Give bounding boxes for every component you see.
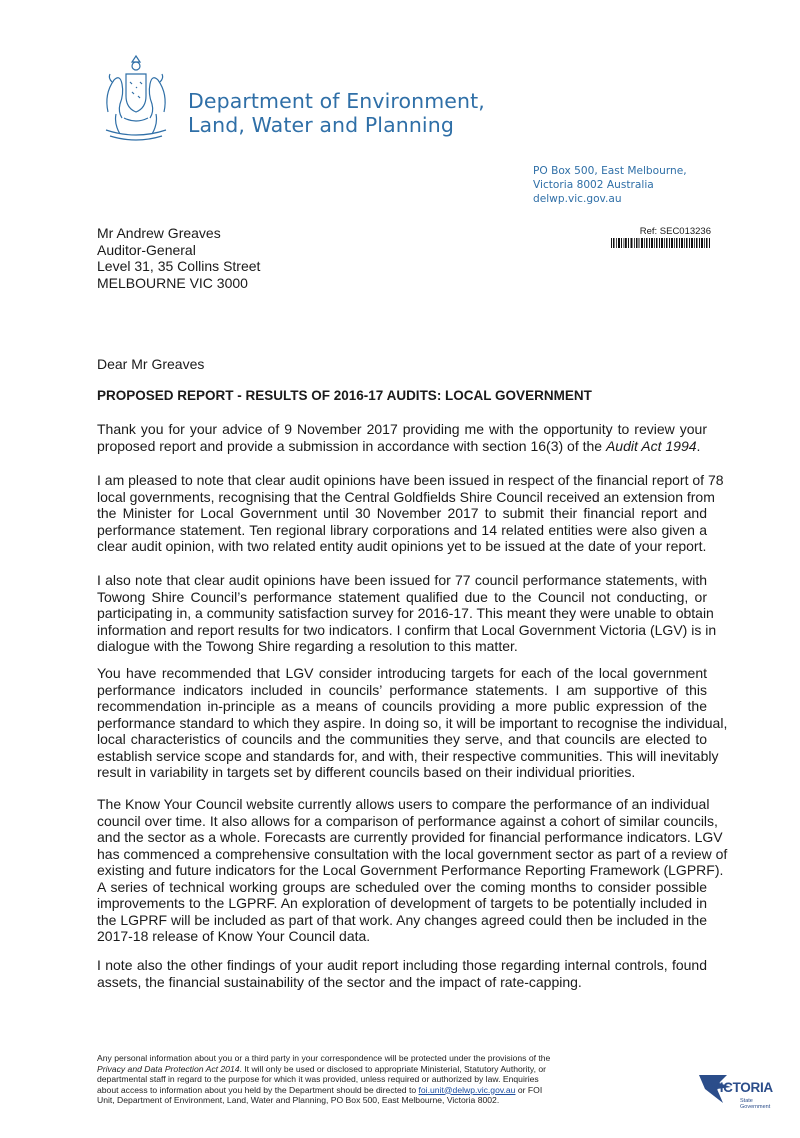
paragraph-line: Towong Shire Council’s performance statement qualified due to the Council not conducting, or bbox=[97, 588, 707, 605]
victoria-logo-state: State bbox=[740, 1098, 753, 1104]
recipient-address bbox=[97, 225, 260, 291]
act-title: Audit Act 1994 bbox=[605, 437, 697, 454]
paragraph-line: council over time. It also allows for a comparison of performance against a cohort of similar councils, bbox=[97, 812, 718, 829]
paragraph-line: clear audit opinion, with two related entity audit opinions yet to be issued at the date of your report. bbox=[97, 538, 707, 554]
paragraph-line: performance statement. Ten regional library corporations and 14 related entities were also given a bbox=[97, 521, 707, 538]
victoria-logo-word: VICTORIA bbox=[711, 1080, 773, 1095]
foi-email-link[interactable]: foi.unit@delwp.vic.gov.au bbox=[418, 1084, 516, 1095]
paragraph-line: improvements to the LGPRF. An exploration of development of targets to be potentially included in bbox=[97, 895, 707, 911]
department-name-line-1: Department of Environment, bbox=[188, 89, 485, 113]
paragraph-line: dialogue with the Towong Shire regarding a resolution to this matter. bbox=[97, 638, 518, 654]
coat-of-arms-icon bbox=[96, 52, 176, 144]
paragraph-line: recommendation in-principle as a means of councils providing a more public expression of the bbox=[97, 698, 707, 714]
paragraph-line: local characteristics of councils and the communities they serve, and that councils are elected to bbox=[97, 731, 707, 747]
victoria-logo-government: Government bbox=[740, 1104, 771, 1110]
paragraph-line: has commenced a comprehensive consultation with the local government sector as part of a review of bbox=[97, 845, 728, 862]
paragraph-line: establish service scope and standards for, and with, their respective communities. This will inevitably bbox=[97, 747, 719, 764]
paragraph-line: I am pleased to note that clear audit opinions have been issued in respect of the financial report of 78 bbox=[97, 472, 724, 488]
recipient-title: Auditor-General bbox=[97, 241, 196, 258]
paragraph-line: A series of technical working groups are scheduled over the coming months to consider possible bbox=[97, 878, 707, 895]
address-line-1: PO Box 500, East Melbourne, bbox=[533, 165, 687, 177]
paragraph-5 bbox=[97, 796, 728, 945]
act-title: Privacy and Data Protection Act 2014 bbox=[97, 1063, 240, 1074]
paragraph-4 bbox=[97, 665, 728, 781]
paragraph-line: the Minister for Local Government until 30 November 2017 to submit their financial report and bbox=[97, 505, 707, 521]
subject-line: PROPOSED REPORT - RESULTS OF 2016-17 AUDITS: LOCAL GOVERNMENT bbox=[97, 388, 592, 403]
paragraph-line: assets, the financial sustainability of the sector and the impact of rate-capping. bbox=[97, 973, 582, 990]
recipient-name: Mr Andrew Greaves bbox=[97, 225, 221, 241]
paragraph-line: You have recommended that LGV consider introducing targets for each of the local government bbox=[97, 665, 707, 681]
barcode-icon bbox=[611, 238, 711, 248]
footer-line: Unit, Department of Environment, Land, Water and Planning, PO Box 500, East Melbourne, Victoria 8002. bbox=[97, 1095, 500, 1105]
address-line-2: Victoria 8002 Australia bbox=[533, 179, 654, 191]
reference-number: Ref: SEC013236 bbox=[639, 226, 711, 237]
victoria-logo-subtitle bbox=[740, 1098, 770, 1110]
paragraph-text: proposed report and provide a submission in accordance with section 16(3) of the bbox=[97, 437, 606, 454]
paragraph-line: performance indicators included in councils’ performance statements. I am supportive of this bbox=[97, 681, 707, 698]
paragraph-line: The Know Your Council website currently allows users to compare the performance of an individual bbox=[97, 796, 710, 812]
paragraph-6 bbox=[97, 957, 707, 990]
paragraph-line: I note also the other findings of your audit report including those regarding internal controls, found bbox=[97, 957, 707, 973]
footer-line bbox=[97, 1085, 550, 1096]
department-name bbox=[188, 89, 485, 137]
paragraph-line: and the sector as a whole. Forecasts are currently provided for financial performance indicators. LGV bbox=[97, 829, 723, 845]
privacy-footer bbox=[97, 1053, 550, 1106]
paragraph-line: local governments, recognising that the Central Goldfields Shire Council received an extension from bbox=[97, 488, 715, 505]
paragraph-1 bbox=[97, 421, 707, 454]
footer-text: . It will only be used or disclosed to appropriate Ministerial, Statutory Authority, or bbox=[239, 1063, 547, 1074]
paragraph-line: information and report results for two indicators. I confirm that Local Government Victoria (LGV) is in bbox=[97, 621, 717, 638]
paragraph-3 bbox=[97, 572, 717, 655]
paragraph-line: participating in, a community satisfaction survey for 2016-17. This meant they were unable to obtain bbox=[97, 605, 714, 621]
paragraph-line: existing and future indicators for the Local Government Performance Reporting Framework (LGPRF). bbox=[97, 862, 724, 878]
paragraph-line: Thank you for your advice of 9 November 2017 providing me with the opportunity to review your bbox=[97, 421, 707, 437]
recipient-street: Level 31, 35 Collins Street bbox=[97, 258, 261, 274]
paragraph-line: performance standard to which they aspire. In doing so, it will be important to recognise the individual, bbox=[97, 714, 728, 731]
website: delwp.vic.gov.au bbox=[533, 193, 622, 205]
paragraph-line: 2017-18 release of Know Your Council data. bbox=[97, 928, 371, 944]
footer-line: departmental staff in regard to the purpose for which it was provided, unless required or authorized by law. Enquiries bbox=[97, 1074, 539, 1084]
salutation: Dear Mr Greaves bbox=[97, 356, 205, 372]
department-name-line-2: Land, Water and Planning bbox=[188, 113, 454, 137]
paragraph-2 bbox=[97, 472, 724, 555]
footer-text: about access to information about you held by the Department should be directed to bbox=[97, 1084, 419, 1095]
recipient-city: MELBOURNE VIC 3000 bbox=[97, 274, 248, 291]
paragraph-line bbox=[97, 438, 707, 455]
paragraph-line: result in variability in targets set by different councils based on their individual priorities. bbox=[97, 764, 636, 780]
footer-line: Any personal information about you or a third party in your correspondence will be protected under the provisions of the bbox=[97, 1053, 551, 1063]
paragraph-line: the LGPRF will be included as part of that work. Any changes agreed could then be included in the bbox=[97, 911, 707, 928]
paragraph-text: . bbox=[696, 437, 701, 454]
reference-block bbox=[606, 226, 711, 248]
footer-line bbox=[97, 1064, 550, 1075]
paragraph-line: I also note that clear audit opinions have been issued for 77 council performance statements, with bbox=[97, 572, 707, 588]
footer-text: or FOI bbox=[515, 1084, 543, 1095]
department-address bbox=[533, 164, 687, 206]
